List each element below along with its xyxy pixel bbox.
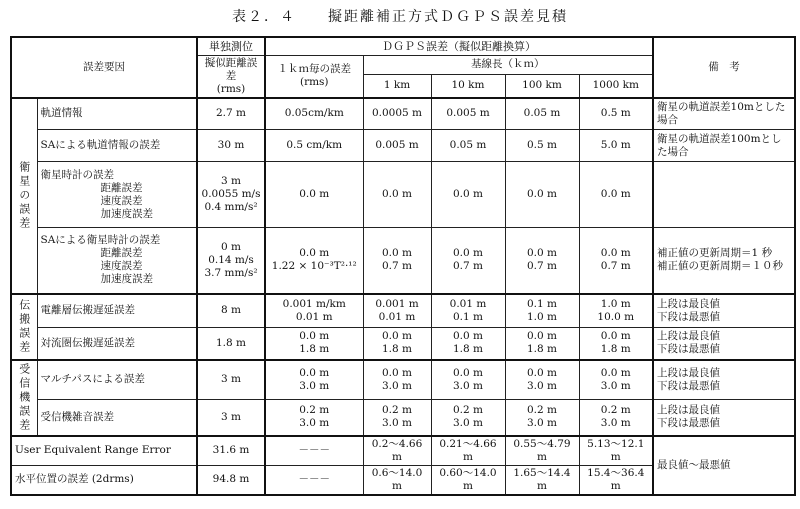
cell-standalone: 30 m: [197, 130, 265, 162]
cell-remarks: 補正値の更新周期＝1 秒 補正値の更新周期＝１０秒: [653, 228, 795, 294]
cell-standalone: 0 m 0.14 m/s 3.7 mm/s²: [197, 228, 265, 294]
cell-100km: 0.05 m: [505, 98, 579, 130]
header-1km: 1 km: [363, 74, 431, 97]
cell-standalone: 3 m 0.0055 m/s 0.4 mm/s²: [197, 162, 265, 228]
header-per-km: １ｋｍ毎の誤差 (rms): [265, 55, 363, 98]
cell-10km: 0.0 m 1.8 m: [431, 328, 505, 360]
row-label-sa-clock: SAによる衛星時計の誤差 距離誤差 速度誤差 加速度誤差: [37, 228, 197, 294]
cell-per-km: 0.05cm/km: [265, 98, 363, 130]
cell-standalone: 1.8 m: [197, 328, 265, 360]
cell-100km: 1.65～14.4 m: [505, 465, 579, 495]
cell-1000km: 0.5 m: [579, 98, 653, 130]
header-1000km: 1000 km: [579, 74, 653, 97]
cell-1000km: 0.0 m: [579, 162, 653, 228]
cell-standalone: 31.6 m: [197, 436, 265, 466]
cell-1000km: 0.0 m 3.0 m: [579, 360, 653, 400]
table-row: [11, 98, 795, 130]
table-row: [11, 294, 795, 328]
header-dgps-error: ＤＧＰＳ誤差（擬似距離換算）: [265, 37, 653, 55]
cell-10km: 0.2 m 3.0 m: [431, 400, 505, 436]
cell-per-km: 0.0 m 3.0 m: [265, 360, 363, 400]
cell-100km: 0.55～4.79 m: [505, 436, 579, 466]
cell-standalone: 3 m: [197, 360, 265, 400]
cell-10km: 0.0 m 3.0 m: [431, 360, 505, 400]
header-100km: 100 km: [505, 74, 579, 97]
cell-per-km: 0.0 m 1.22 × 10⁻³T²·¹²: [265, 228, 363, 294]
cell-per-km: －－－: [265, 465, 363, 495]
table-row: [11, 328, 795, 360]
cell-standalone: 94.8 m: [197, 465, 265, 495]
cell-10km: 0.05 m: [431, 130, 505, 162]
table-row: [11, 228, 795, 294]
row-label-iono: 電離層伝搬遅延誤差: [37, 294, 197, 328]
header-remarks: 備 考: [653, 37, 795, 98]
cell-per-km: 0.0 m: [265, 162, 363, 228]
table-row: [11, 360, 795, 400]
cell-100km: 0.1 m 1.0 m: [505, 294, 579, 328]
cell-remarks: 上段は最良値 下段は最悪値: [653, 328, 795, 360]
cell-per-km: 0.0 m 1.8 m: [265, 328, 363, 360]
cell-standalone: 2.7 m: [197, 98, 265, 130]
header-pseudorange-error: 擬似距離誤差 (rms): [197, 55, 265, 98]
group-receiver: 受信機誤差: [11, 360, 37, 436]
row-label-multipath: マルチパスによる誤差: [37, 360, 197, 400]
cell-remarks: 衛星の軌道誤差10mとした 場合: [653, 98, 795, 130]
cell-per-km: 0.2 m 3.0 m: [265, 400, 363, 436]
cell-1000km: 1.0 m 10.0 m: [579, 294, 653, 328]
table-row: [11, 130, 795, 162]
cell-remarks: [653, 162, 795, 228]
table-title: 表２．４ 擬距離補正方式ＤＧＰＳ誤差見積: [232, 9, 568, 25]
cell-100km: 0.2 m 3.0 m: [505, 400, 579, 436]
row-label-tropo: 対流圏伝搬遅延誤差: [37, 328, 197, 360]
cell-1000km: 5.13～12.1 m: [579, 436, 653, 466]
row-label-noise: 受信機雑音誤差: [37, 400, 197, 436]
cell-1km: 0.001 m 0.01 m: [363, 294, 431, 328]
cell-100km: 0.0 m 1.8 m: [505, 328, 579, 360]
row-label-sa-orbit: SAによる軌道情報の誤差: [37, 130, 197, 162]
table-row: [11, 400, 795, 436]
cell-remarks: 上段は最良値 下段は最悪値: [653, 400, 795, 436]
cell-10km: 0.005 m: [431, 98, 505, 130]
cell-10km: 0.21～4.66 m: [431, 436, 505, 466]
cell-1km: 0.005 m: [363, 130, 431, 162]
cell-100km: 0.5 m: [505, 130, 579, 162]
cell-1000km: 15.4～36.4 m: [579, 465, 653, 495]
cell-standalone: 8 m: [197, 294, 265, 328]
cell-1km: 0.0 m 3.0 m: [363, 360, 431, 400]
row-label-uere: User Equivalent Range Error: [11, 436, 197, 466]
cell-10km: 0.0 m 0.7 m: [431, 228, 505, 294]
header-standalone: 単独測位: [197, 37, 265, 55]
cell-1km: 0.0 m 0.7 m: [363, 228, 431, 294]
cell-1km: 0.0 m 1.8 m: [363, 328, 431, 360]
cell-1000km: 0.2 m 3.0 m: [579, 400, 653, 436]
group-satellite: 衛星の誤差: [11, 98, 37, 294]
cell-100km: 0.0 m 0.7 m: [505, 228, 579, 294]
cell-10km: 0.60～14.0 m: [431, 465, 505, 495]
header-10km: 10 km: [431, 74, 505, 97]
row-label-orbit: 軌道情報: [37, 98, 197, 130]
cell-1km: 0.2～4.66 m: [363, 436, 431, 466]
cell-1000km: 5.0 m: [579, 130, 653, 162]
cell-per-km: 0.5 cm/km: [265, 130, 363, 162]
cell-1km: 0.2 m 3.0 m: [363, 400, 431, 436]
cell-per-km: 0.001 m/km 0.01 m: [265, 294, 363, 328]
header-factor: 誤差要因: [11, 37, 197, 98]
cell-1km: 0.0005 m: [363, 98, 431, 130]
cell-standalone: 3 m: [197, 400, 265, 436]
row-label-clock: 衛星時計の誤差 距離誤差 速度誤差 加速度誤差: [37, 162, 197, 228]
cell-10km: 0.0 m: [431, 162, 505, 228]
cell-100km: 0.0 m 3.0 m: [505, 360, 579, 400]
cell-per-km: －－－: [265, 436, 363, 466]
cell-100km: 0.0 m: [505, 162, 579, 228]
cell-1km: 0.0 m: [363, 162, 431, 228]
cell-summary-remarks: 最良値～最悪値: [653, 436, 795, 495]
cell-1000km: 0.0 m 0.7 m: [579, 228, 653, 294]
cell-10km: 0.01 m 0.1 m: [431, 294, 505, 328]
row-label-horizontal: 水平位置の誤差 (2drms): [11, 465, 197, 495]
dgps-error-table: [10, 36, 796, 496]
table-row: [11, 162, 795, 228]
table-row: [11, 436, 795, 466]
cell-1000km: 0.0 m 1.8 m: [579, 328, 653, 360]
cell-remarks: 上段は最良値 下段は最悪値: [653, 360, 795, 400]
cell-remarks: 上段は最良値 下段は最悪値: [653, 294, 795, 328]
group-propagation: 伝搬誤差: [11, 294, 37, 360]
header-baseline: 基線長（ｋｍ）: [363, 55, 653, 74]
cell-remarks: 衛星の軌道誤差100mとし た場合: [653, 130, 795, 162]
cell-1km: 0.6～14.0 m: [363, 465, 431, 495]
